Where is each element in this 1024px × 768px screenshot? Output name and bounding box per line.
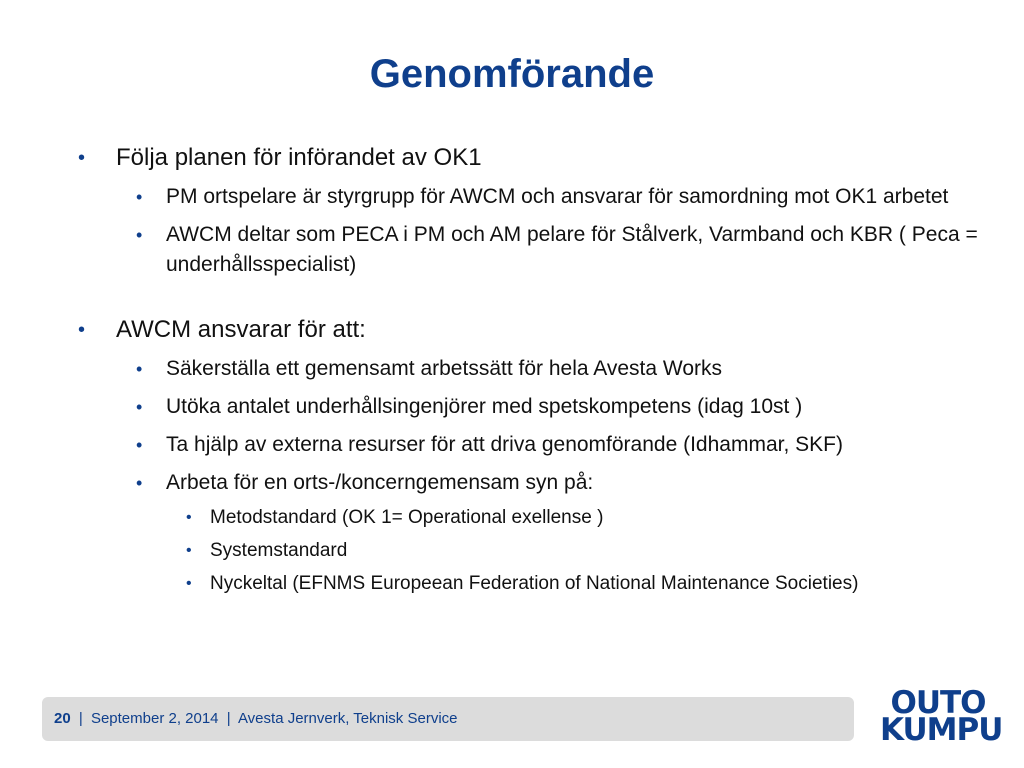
page-number: 20	[54, 710, 71, 727]
bullet-level3	[172, 538, 978, 564]
bullet-level3	[172, 505, 978, 531]
footer-separator: |	[226, 710, 231, 727]
bullet-dot-icon: •	[186, 542, 192, 559]
bullet-dot-icon: •	[136, 187, 143, 207]
bullet-level2	[128, 182, 978, 212]
bullet-dot-icon: •	[186, 509, 192, 526]
bullet-text: Arbeta för en orts-/koncerngemensam syn på:	[166, 471, 594, 494]
bullet-level1	[78, 314, 978, 346]
bullet-level2	[128, 468, 978, 498]
bullet-dot-icon: •	[136, 397, 143, 417]
bullet-text: AWCM deltar som PECA i PM och AM pelare för Stålverk, Varmband och KBR ( Peca = underhållsspecialist)	[166, 223, 978, 276]
bullet-text: Metodstandard (OK 1= Operational exellense )	[210, 507, 604, 528]
footer	[54, 709, 458, 729]
bullet-text: Ta hjälp av externa resurser för att driva genomförande (Idhammar, SKF)	[166, 433, 843, 456]
bullet-dot-icon: •	[136, 359, 143, 379]
outokumpu-logo	[880, 685, 1003, 748]
logo-line2: KUMPU	[880, 712, 1003, 748]
section-spacer	[78, 280, 978, 314]
bullet-text: Utöka antalet underhållsingenjörer med spetskompetens (idag 10st )	[166, 395, 803, 418]
bullet-text: AWCM ansvarar för att:	[116, 316, 366, 343]
bullet-text: Följa planen för införandet av OK1	[116, 144, 482, 171]
logo-line1: OUTO	[890, 685, 986, 721]
bullet-text: Systemstandard	[210, 540, 348, 561]
bullet-dot-icon: •	[136, 473, 143, 493]
bullet-text: Nyckeltal (EFNMS Europeean Federation of National Maintenance Societies)	[210, 573, 859, 594]
bullet-list	[78, 142, 978, 597]
footer-separator: |	[78, 710, 83, 727]
bullet-level1	[78, 142, 978, 174]
bullet-dot-icon: •	[136, 435, 143, 455]
bullet-level2	[128, 354, 978, 384]
bullet-dot-icon: •	[78, 319, 86, 341]
bullet-level2	[128, 220, 978, 280]
bullet-level2	[128, 430, 978, 460]
slide-title: Genomförande	[369, 52, 655, 96]
bullet-dot-icon: •	[136, 225, 143, 245]
bullet-level2	[128, 392, 978, 422]
bullet-dot-icon: •	[186, 575, 192, 592]
bullet-text: Säkerställa ett gemensamt arbetssätt för hela Avesta Works	[166, 357, 722, 380]
footer-date: September 2, 2014	[90, 710, 219, 727]
bullet-text: PM ortspelare är styrgrupp för AWCM och ansvarar för samordning mot OK1 arbetet	[166, 185, 949, 208]
bullet-dot-icon: •	[78, 147, 86, 169]
footer-location: Avesta Jernverk, Teknisk Service	[237, 710, 458, 727]
bullet-level3	[172, 571, 978, 597]
